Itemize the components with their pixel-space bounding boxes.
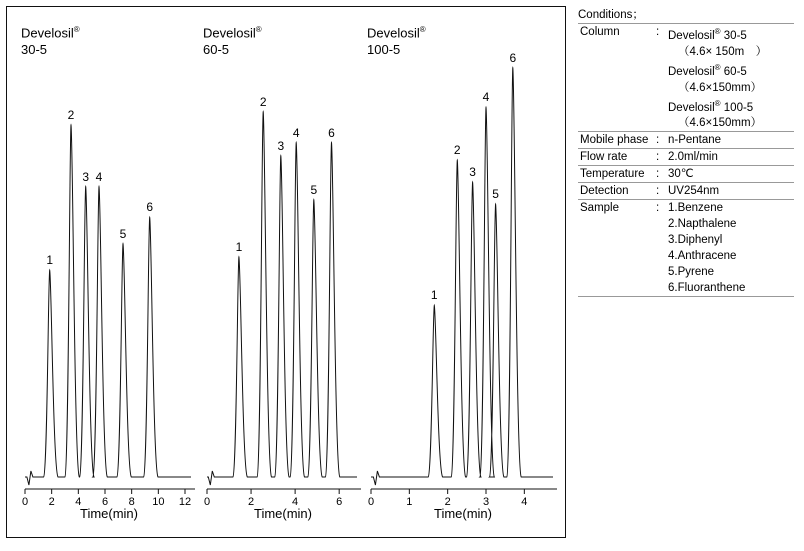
x-tick-label: 6 xyxy=(101,496,109,508)
conditions-row xyxy=(578,200,794,217)
conditions-colon xyxy=(654,280,666,297)
conditions-colon: : xyxy=(656,26,660,38)
conditions-value xyxy=(666,232,794,248)
x-tick-label: 0 xyxy=(21,496,29,508)
conditions-value-text: （4.6× 150m ） xyxy=(678,45,768,58)
conditions-colon: : xyxy=(656,134,660,147)
trace-svg xyxy=(367,7,559,539)
conditions-key xyxy=(578,44,654,60)
conditions-value-text: n-Pentane xyxy=(668,134,722,147)
conditions-colon xyxy=(654,60,666,80)
conditions-value xyxy=(666,166,794,183)
x-tick-label: 6 xyxy=(336,496,343,508)
conditions-key xyxy=(578,60,654,80)
conditions-value xyxy=(666,44,794,60)
trace-svg xyxy=(203,7,363,539)
conditions-row xyxy=(578,216,794,232)
x-tick-label: 2 xyxy=(48,496,55,508)
peak-label: 4 xyxy=(482,90,490,105)
conditions-row xyxy=(578,96,794,116)
conditions-value xyxy=(666,183,794,200)
peak-label: 6 xyxy=(146,200,153,215)
x-tick-label: 0 xyxy=(203,496,211,508)
conditions-row xyxy=(578,44,794,60)
registered-mark: ® xyxy=(714,62,721,72)
registered-mark: ® xyxy=(714,98,721,108)
conditions-key: Column xyxy=(580,26,620,38)
peak-label: 3 xyxy=(82,169,89,184)
x-axis-label: Time(min) xyxy=(253,506,312,521)
chromatogram-2 xyxy=(203,7,363,539)
registered-mark: ® xyxy=(255,25,262,34)
conditions-value-text: 30℃ xyxy=(668,168,694,181)
x-tick-label: 4 xyxy=(75,496,82,508)
x-tick-label: 3 xyxy=(482,496,490,508)
conditions-key xyxy=(578,216,654,232)
conditions-row xyxy=(578,60,794,80)
conditions-value-text: （4.6×150mm） xyxy=(678,117,763,130)
conditions-value-text: UV254nm xyxy=(668,185,720,198)
conditions-value-text: 2.Napthalene xyxy=(668,218,737,231)
conditions-colon: : xyxy=(656,168,660,181)
peak-label: 2 xyxy=(67,108,75,122)
conditions-key xyxy=(578,96,654,116)
peak-label: 1 xyxy=(46,253,53,268)
conditions-colon: : xyxy=(656,185,660,198)
conditions-value xyxy=(666,149,794,166)
conditions-key: Mobile phase xyxy=(580,134,649,147)
chart-title-brand: Develosil xyxy=(367,25,420,41)
chromatogram-trace xyxy=(25,125,191,485)
peak-label: 2 xyxy=(453,143,461,158)
x-tick-label: 1 xyxy=(406,496,413,508)
conditions-key: Sample xyxy=(580,202,619,215)
conditions-colon xyxy=(654,44,666,60)
x-tick-label: 4 xyxy=(521,496,528,508)
x-tick-label: 4 xyxy=(292,496,299,508)
conditions-value-text: 6.Fluoranthene xyxy=(668,282,746,295)
conditions-key: Flow rate xyxy=(580,151,628,164)
peak-label: 5 xyxy=(310,182,318,197)
x-axis-label: Time(min) xyxy=(433,506,492,521)
conditions-row xyxy=(578,232,794,248)
conditions-row xyxy=(578,132,794,149)
x-tick-label: 12 xyxy=(178,496,192,508)
conditions-value xyxy=(666,60,794,80)
registered-mark: ® xyxy=(73,25,80,34)
conditions-row xyxy=(578,115,794,132)
peak-label: 3 xyxy=(277,138,285,153)
conditions-key xyxy=(578,280,654,297)
x-axis-label: Time(min) xyxy=(79,506,138,521)
conditions-value-suffix: 60-5 xyxy=(720,65,747,78)
conditions-value-text: Develosil xyxy=(668,101,715,114)
conditions-key xyxy=(578,80,654,96)
conditions-value-suffix: 100-5 xyxy=(720,101,754,114)
peak-label: 4 xyxy=(292,125,300,140)
conditions-value-text: Develosil xyxy=(668,65,715,78)
chart-title-grade: 30-5 xyxy=(21,42,48,58)
peak-label: 2 xyxy=(259,94,267,109)
x-tick-label: 8 xyxy=(128,496,135,508)
conditions-colon xyxy=(654,96,666,116)
spacer xyxy=(578,297,654,300)
conditions-value xyxy=(666,115,794,132)
conditions-key xyxy=(578,232,654,248)
conditions-row xyxy=(578,80,794,96)
conditions-value-text: 3.Diphenyl xyxy=(668,234,723,247)
conditions-bottom-rule xyxy=(578,297,794,300)
conditions-row xyxy=(578,264,794,280)
conditions-row xyxy=(578,149,794,166)
peak-label: 1 xyxy=(430,288,438,303)
conditions-heading: Conditions； xyxy=(578,9,644,21)
chart-title-grade: 100-5 xyxy=(367,42,401,58)
conditions-colon xyxy=(654,80,666,96)
conditions-value xyxy=(666,80,794,96)
conditions-value xyxy=(666,200,794,217)
chart-title-brand: Develosil xyxy=(21,25,74,41)
conditions-colon: : xyxy=(656,151,660,164)
conditions-key xyxy=(578,115,654,132)
conditions-row xyxy=(578,183,794,200)
conditions-table xyxy=(578,8,794,299)
conditions-colon xyxy=(654,115,666,132)
conditions-value-text: （4.6×150mm） xyxy=(678,81,763,94)
conditions-value xyxy=(666,24,794,44)
peak-label: 1 xyxy=(235,240,243,254)
conditions-value-text: 5.Pyrene xyxy=(668,266,715,279)
conditions-value xyxy=(666,248,794,264)
conditions-key xyxy=(578,264,654,280)
conditions-colon xyxy=(654,264,666,280)
conditions-row xyxy=(578,24,794,44)
x-tick-label: 2 xyxy=(444,496,451,508)
conditions-value-suffix: 30-5 xyxy=(720,29,747,42)
chromatogram-panel xyxy=(6,6,566,538)
conditions-value-text: 4.Anthracene xyxy=(668,250,737,263)
conditions-value xyxy=(666,96,794,116)
chromatogram-3 xyxy=(367,7,559,539)
conditions-grid xyxy=(578,23,794,299)
peak-label: 6 xyxy=(328,125,335,140)
conditions-key: Detection xyxy=(580,185,629,198)
peak-label: 3 xyxy=(469,165,476,180)
spacer xyxy=(654,297,666,300)
conditions-key: Temperature xyxy=(580,168,645,181)
trace-svg xyxy=(21,7,197,539)
conditions-key xyxy=(578,248,654,264)
x-tick-label: 2 xyxy=(247,496,255,508)
x-tick-label: 10 xyxy=(152,496,165,508)
registered-mark: ® xyxy=(714,27,721,36)
peak-label: 4 xyxy=(95,169,103,184)
conditions-colon: : xyxy=(656,202,660,215)
conditions-colon xyxy=(654,248,666,264)
conditions-value-text: Develosil xyxy=(668,29,715,42)
spacer xyxy=(666,297,794,300)
conditions-colon xyxy=(654,232,666,248)
chart-title-grade: 60-5 xyxy=(203,42,230,58)
conditions-value xyxy=(666,280,794,297)
chromatogram-1 xyxy=(21,7,197,539)
conditions-colon xyxy=(654,216,666,232)
conditions-value-text: 1.Benzene xyxy=(668,202,723,215)
chart-title-brand: Develosil xyxy=(203,25,256,41)
registered-mark: ® xyxy=(419,25,426,34)
conditions-value xyxy=(666,132,794,149)
peak-label: 5 xyxy=(119,226,127,241)
x-tick-label: 0 xyxy=(367,496,375,508)
peak-label: 5 xyxy=(492,187,499,202)
conditions-row xyxy=(578,248,794,264)
chromatogram-trace xyxy=(207,112,357,485)
peak-label: 6 xyxy=(509,50,517,65)
conditions-value xyxy=(666,216,794,232)
chromatogram-trace xyxy=(371,68,553,485)
conditions-row xyxy=(578,166,794,183)
conditions-row xyxy=(578,280,794,297)
conditions-value-text: 2.0ml/min xyxy=(668,151,718,164)
conditions-value xyxy=(666,264,794,280)
